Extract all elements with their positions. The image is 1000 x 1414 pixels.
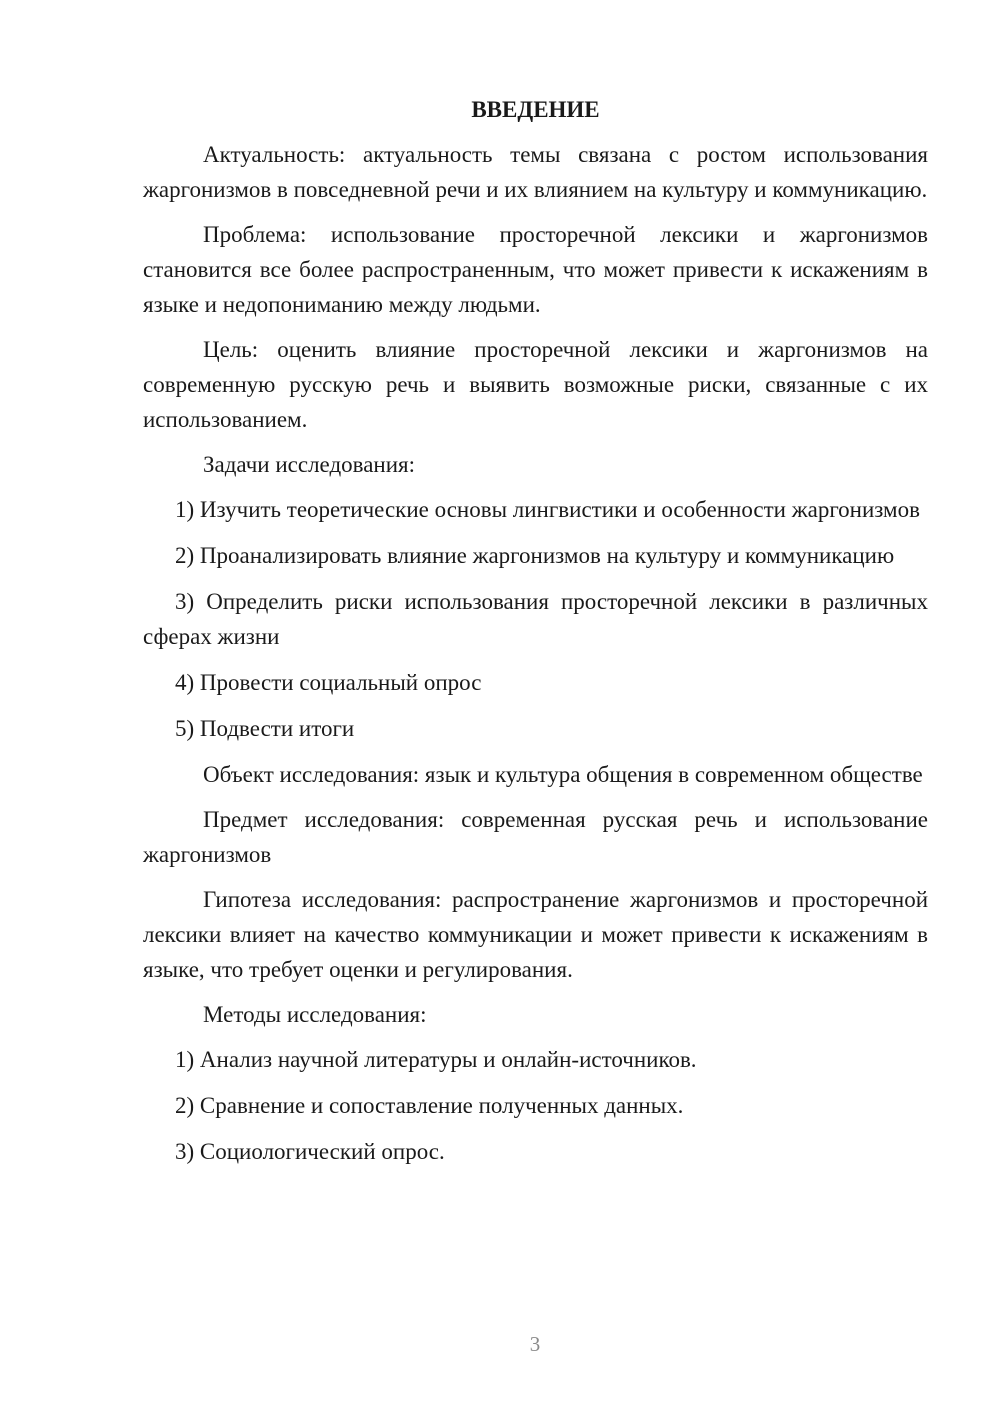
tasks-heading: Задачи исследования:	[203, 452, 416, 477]
object-paragraph: Объект исследования: язык и культура общения в современном обществе	[203, 762, 923, 787]
goal-paragraph: Цель: оценить влияние просторечной лексики и жаргонизмов на современную русскую речь и выявить возможные риски, связанные с их использованием.	[143, 337, 928, 432]
page-content	[143, 92, 928, 1180]
hypothesis-paragraph: Гипотеза исследования: распространение жаргонизмов и просторечной лексики влияет на качество коммуникации и может привести к искажениям в языке, что требует оценки и регулирования.	[143, 887, 928, 982]
methods-heading: Методы исследования:	[203, 1002, 427, 1027]
page-number: 3	[529, 1332, 541, 1356]
method-item: 2) Сравнение и сопоставление полученных данных.	[175, 1093, 684, 1118]
method-item: 3) Социологический опрос.	[175, 1139, 445, 1164]
page-title: ВВЕДЕНИЕ	[471, 97, 600, 122]
method-item: 1) Анализ научной литературы и онлайн-источников.	[175, 1047, 697, 1072]
subject-paragraph: Предмет исследования: современная русская речь и использование жаргонизмов	[143, 807, 928, 867]
relevance-paragraph: Актуальность: актуальность темы связана с ростом использования жаргонизмов в повседневной речи и их влиянием на культуру и коммуникацию.	[143, 142, 928, 202]
problem-paragraph: Проблема: использование просторечной лексики и жаргонизмов становится все более распространенным, что может привести к искажениям в языке и недопониманию между людьми.	[143, 222, 928, 317]
task-item: 2) Проанализировать влияние жаргонизмов на культуру и коммуникацию	[175, 543, 895, 568]
task-item: 1) Изучить теоретические основы лингвистики и особенности жаргонизмов	[175, 497, 920, 522]
task-item: 3) Определить риски использования просторечной лексики в различных сферах жизни	[143, 589, 928, 649]
task-item: 5) Подвести итоги	[175, 716, 355, 741]
task-item: 4) Провести социальный опрос	[175, 670, 482, 695]
